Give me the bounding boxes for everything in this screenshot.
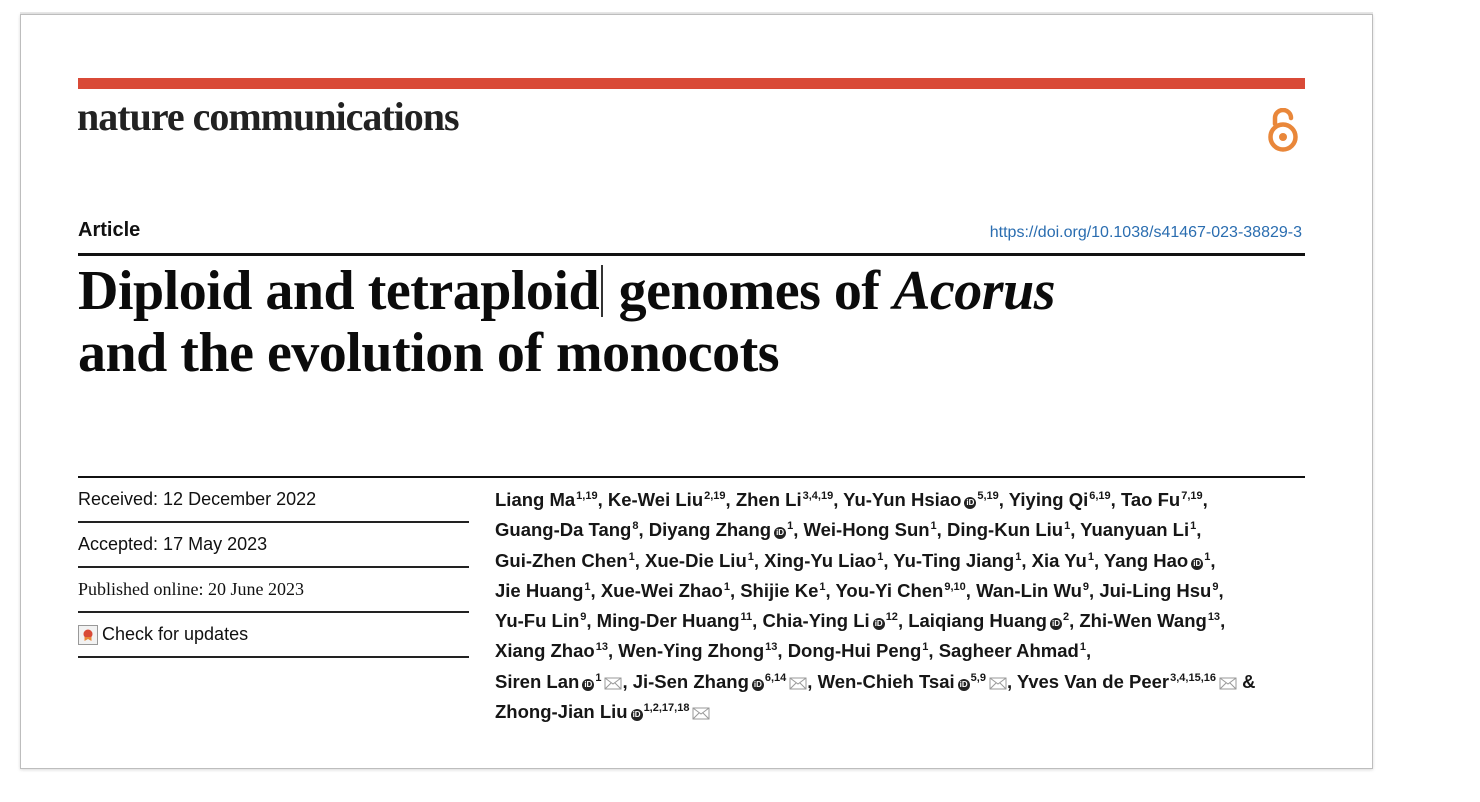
author-name: Dong-Hui Peng (787, 640, 922, 662)
orcid-icon[interactable]: iD (959, 679, 968, 689)
author-name: Jui-Ling Hsu (1099, 579, 1212, 601)
author-name: Wei-Hong Sun (803, 519, 930, 541)
journal-name: nature communications (77, 94, 459, 139)
affiliation-sup: 3,4,19 (802, 490, 834, 502)
affiliation-sup: 13 (765, 641, 778, 654)
author-entry[interactable] (495, 671, 622, 692)
author-entry[interactable] (495, 550, 635, 571)
author-name: Yu-Fu Lin (495, 610, 580, 632)
author-entry[interactable] (608, 489, 726, 510)
author-entry[interactable] (645, 550, 754, 571)
affiliation-sup: 1 (1204, 550, 1211, 563)
affiliation-sup: 13 (595, 641, 608, 654)
orcid-icon[interactable]: iD (1051, 619, 1060, 629)
affiliation-sup: 1 (1015, 550, 1022, 563)
author-name: Yiying Qi (1008, 489, 1089, 510)
author-name: Xue-Die Liu (644, 549, 747, 571)
author-entry[interactable] (1104, 550, 1210, 571)
title-rule (78, 253, 1305, 256)
author-entry[interactable] (495, 580, 591, 601)
author-name: Yves Van de Peer (1016, 670, 1170, 692)
affiliation-sup: 1,19 (576, 490, 598, 502)
author-name: Ji-Sen Zhang (632, 670, 749, 692)
affiliation-sup: 2,19 (704, 490, 726, 502)
author-name: Ming-Der Huang (596, 610, 740, 632)
author-entry[interactable] (818, 671, 1007, 692)
author-name: Chia-Ying Li (762, 610, 870, 632)
affiliation-sup: 1 (877, 550, 884, 563)
open-access-icon (1266, 108, 1300, 154)
author-entry[interactable] (1079, 610, 1220, 631)
author-name: Yuanyuan Li (1080, 519, 1190, 541)
author-entry[interactable] (601, 580, 730, 601)
author-name: Wen-Chieh Tsai (817, 670, 955, 692)
author-entry[interactable] (495, 489, 598, 510)
author-name: Jie Huang (495, 579, 584, 601)
author-name: Ding-Kun Liu (946, 519, 1064, 541)
author-name: Wen-Ying Zhong (618, 640, 765, 662)
author-entry[interactable] (764, 550, 883, 571)
author-entry[interactable] (762, 610, 897, 631)
accepted-date (78, 523, 469, 568)
author-entry[interactable] (843, 489, 999, 510)
author-entry[interactable] (495, 610, 586, 631)
title-part-1: Diploid and tetraploid (78, 260, 600, 322)
affiliation-sup: 1 (1190, 520, 1197, 533)
affiliation-sup: 2 (1062, 611, 1070, 624)
email-icon[interactable] (604, 677, 622, 690)
affiliation-sup: 1 (595, 671, 602, 684)
author-name: Gui-Zhen Chen (495, 549, 628, 571)
affiliation-sup: 1 (1087, 550, 1094, 563)
affiliation-sup: 1 (1079, 641, 1086, 654)
author-name: Laiqiang Huang (908, 610, 1047, 632)
affiliation-sup: 1 (1064, 520, 1071, 533)
orcid-icon[interactable]: iD (966, 498, 975, 507)
affiliation-sup: 7,19 (1181, 490, 1203, 502)
author-entry[interactable] (908, 610, 1069, 631)
author-entry[interactable] (618, 640, 777, 661)
article-type-label: Article (78, 219, 141, 241)
orcid-icon[interactable]: iD (776, 528, 785, 538)
author-entry[interactable] (1009, 489, 1111, 510)
author-entry[interactable] (495, 640, 608, 661)
affiliation-sup: 1 (584, 580, 591, 593)
affiliation-sup: 8 (632, 520, 639, 533)
affiliation-sup: 12 (885, 611, 898, 624)
author-entry[interactable] (736, 489, 833, 510)
author-entry[interactable] (495, 519, 638, 540)
article-dates (78, 478, 469, 658)
title-genus: Acorus (893, 260, 1055, 322)
author-name: Liang Ma (495, 489, 576, 510)
author-name: Xue-Wei Zhao (600, 579, 723, 601)
author-entry[interactable] (1032, 550, 1094, 571)
affiliation-sup: 13 (1207, 611, 1221, 624)
orcid-icon[interactable]: iD (874, 619, 883, 629)
affiliation-sup: 3,4,15,16 (1170, 671, 1216, 684)
author-entry[interactable] (1017, 671, 1237, 692)
affiliation-sup: 9 (1082, 580, 1090, 593)
author-entry[interactable] (835, 580, 965, 601)
journal-accent-bar (78, 78, 1305, 89)
text-cursor (601, 265, 603, 317)
author-entry[interactable] (893, 550, 1021, 571)
author-entry[interactable] (1121, 489, 1203, 510)
published-text: Published online: 20 June 2023 (78, 579, 304, 599)
email-icon[interactable] (989, 677, 1007, 690)
check-updates-label: Check for updates (102, 624, 249, 644)
author-name: Siren Lan (495, 670, 580, 692)
author-entry[interactable] (740, 580, 825, 601)
affiliation-sup: 9,10 (944, 580, 966, 593)
affiliation-sup: 11 (740, 611, 753, 624)
author-name: Zhong-Jian Liu (495, 701, 628, 723)
author-name: Zhen Li (735, 489, 802, 510)
received-text: Received: 12 December 2022 (78, 489, 317, 509)
author-entry[interactable] (788, 640, 929, 661)
author-entry[interactable] (597, 610, 753, 631)
author-name: Zhi-Wen Wang (1079, 610, 1207, 632)
orcid-icon[interactable]: iD (753, 679, 762, 689)
affiliation-sup: 1 (930, 520, 937, 533)
author-name: Xiang Zhao (495, 640, 595, 662)
affiliation-sup: 9 (580, 611, 587, 624)
author-entry[interactable] (1099, 580, 1218, 601)
title-part-2: genomes of (605, 260, 894, 322)
article-title (78, 260, 1308, 384)
author-name: Yang Hao (1103, 549, 1189, 571)
affiliation-sup: 1 (922, 641, 929, 654)
accepted-text: Accepted: 17 May 2023 (78, 534, 268, 554)
title-part-3: and the evolution of monocots (78, 322, 780, 384)
paper-page (20, 14, 1373, 769)
affiliation-sup: 1 (787, 520, 794, 533)
affiliation-sup: 5,19 (977, 490, 999, 502)
author-name: Yu-Yun Hsiao (843, 489, 962, 510)
author-name: Sagheer Ahmad (938, 640, 1079, 662)
author-name: Shijie Ke (740, 579, 819, 601)
author-list: Liang Ma$^{1,19}$, Ke-Wei Liu$^{2,19}$, Zhen Li$^{3,4,19}$, Yu-Yun Hsiao iD$^{5,19}$, Yiying Qi$^{6,19}$, Tao Fu$^{7,19}$, Guang-Da Tang$^8$, Diyang Zhang $iD^1$, Wei-Hong Sun$^1$, Ding-Kun Liu$^1$, Yuanyuan Li$^1$, Gui-Zhen Chen$^1$, Xue-Die Liu$^1$, Xing-Yu Liao$^1$, Yu-Ting Jiang$^1$, Xia Yu$^1$, Yang Hao $iD^1$, Jie Huang$^1$, Xue-Wei Zhao$^1$, Shijie Ke$^1$, You-Yi Chen$^{9,10}$, Wan-Lin Wu$^9$, Jui-Ling Hsu$^9$, Yu-Fu Lin$^9$, Ming-Der Huang$^{11}$, Chia-Ying Li $iD^{12}$, Laiqiang Huang $iD^2$, Zhi-Wen Wang$^{13}$, Xiang Zhao$^{13}$, Wen-Ying Zhong$^{13}$, Dong-Hui Peng$^1$, Sagheer Ahmad$^1$, Siren Lan $iD^1$ , Ji-Sen Zhang iD$^{6,14}$ , Wen-Chieh Tsai iD$^{5,9}$ , Yves Van de Peer$^{3,4,15,16}$ & Zhong-Jian Liu iD$^{1,2,17,18}$ (495, 489, 1256, 723)
orcid-icon[interactable]: iD (584, 679, 593, 689)
affiliation-sup: 6,19 (1089, 490, 1111, 502)
email-icon[interactable] (789, 677, 807, 690)
author-name: Diyang Zhang (648, 519, 772, 541)
doi-link[interactable]: https://doi.org/10.1038/s41467-023-38829-3 (989, 224, 1302, 241)
affiliation-sup: 1 (723, 580, 730, 593)
affiliation-sup: 1 (747, 550, 754, 563)
author-entry[interactable] (1080, 519, 1196, 540)
affiliation-sup: 1 (628, 550, 635, 563)
author-name: Xia Yu (1031, 549, 1087, 571)
email-icon[interactable] (692, 707, 710, 720)
author-name: Yu-Ting Jiang (893, 549, 1015, 571)
author-name: Tao Fu (1120, 489, 1181, 510)
affiliation-sup: 1 (819, 580, 826, 593)
published-date (78, 568, 469, 613)
orcid-icon[interactable]: iD (1193, 558, 1202, 568)
author-name: You-Yi Chen (835, 579, 944, 601)
check-for-updates-button[interactable] (78, 613, 469, 658)
author-entry[interactable] (803, 519, 936, 540)
affiliation-sup: 6,14 (764, 671, 787, 684)
affiliation-sup: 5,9 (970, 671, 986, 684)
affiliation-sup: 1,2,17,18 (643, 702, 690, 715)
received-date (78, 478, 469, 523)
author-entry[interactable] (495, 701, 710, 722)
author-name: Ke-Wei Liu (607, 489, 704, 510)
author-entry[interactable] (649, 519, 793, 540)
author-entry[interactable] (939, 640, 1086, 661)
check-updates-icon (78, 625, 98, 645)
author-entry[interactable] (947, 519, 1070, 540)
author-name: Wan-Lin Wu (976, 579, 1082, 601)
author-entry[interactable] (976, 580, 1089, 601)
email-icon[interactable] (1219, 677, 1237, 690)
author-name: Guang-Da Tang (495, 519, 632, 541)
author-entry[interactable] (633, 671, 808, 692)
affiliation-sup: 9 (1212, 580, 1219, 593)
author-name: Xing-Yu Liao (764, 549, 877, 571)
orcid-icon[interactable]: iD (632, 710, 641, 720)
